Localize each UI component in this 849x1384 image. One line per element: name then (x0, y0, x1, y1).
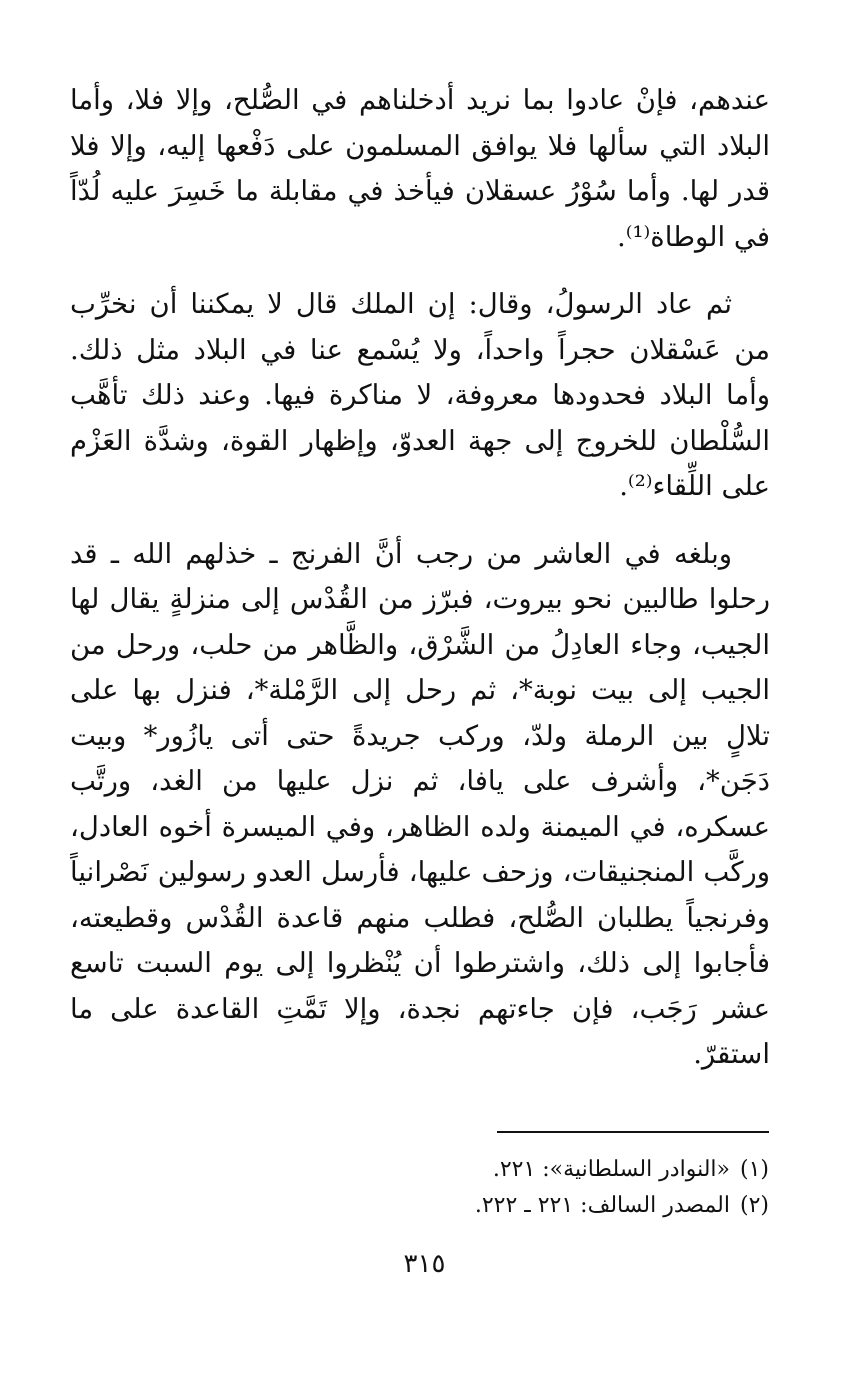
footnote-divider (497, 1131, 769, 1133)
footnote-text: «النوادر السلطانية»: ٢٢١. (492, 1157, 730, 1182)
footnote-2 (250, 1188, 769, 1224)
paragraph-3: وبلغه في العاشر من رجب أنَّ الفرنج ـ خذلهم الله ـ قد رحلوا طالبين نحو بيروت، فبرّز من القُدْس إلى منزلةٍ يقال لها الجيب، وجاء العادِلُ من الشَّرْق، والظَّاهر من حلب، ورحل من الجيب إلى بيت نوبة*، ثم رحل إلى الرَّمْلة*، فنزل بها على تلالٍ بين الرملة ولدّ، وركب جريدةً حتى أتى يازُور* وبيت دَجَن*، وأشرف على يافا، ثم نزل عليها من الغد، ورتَّب عسكره، في الميمنة ولده الظاهر، وفي الميسرة أخوه العادل، وركَّب المنجنيقات، وزحف عليها، فأرسل العدو رسولين نَصْرانياً وفرنجياً يطلبان الصُّلح، فطلب منهم قاعدة القُدْس وقطيعته، فأجابوا إلى ذلك، واشترطوا أن يُنْظروا إلى يوم السبت تاسع عشر رَجَب، فإن جاءتهم نجدة، وإلا تَمَّتِ القاعدة على ما استقرّ. (70, 537, 770, 1070)
paragraph-1: عندهم، فإنْ عادوا بما نريد أدخلناهم في الصُّلح، وإلا فلا، وأما البلاد التي سألها فلا يوافق المسلمون على دَفْعها إليه، وإلا فلا قدر لها. وأما سُوْرُ عسقلان فيأخذ في مقابلة ما خَسِرَ عليه لُدّاً في الوطاة⁽¹⁾. (70, 84, 770, 253)
footnote-number: (٢) (739, 1193, 769, 1218)
page-number: ٣١٥ (403, 1249, 446, 1279)
footnotes (250, 1152, 769, 1224)
paragraph-2: ثم عاد الرسولُ، وقال: إن الملك قال لا يمكننا أن نخرِّب من عَسْقلان حجراً واحداً، ولا يُسْمع عنا في البلاد مثل ذلك. وأما البلاد فحدودها معروفة، لا مناكرة فيها. وعند ذلك تأهَّب السُّلْطان للخروج إلى جهة العدوّ، وإظهار القوة، وشدَّة العَزْم على اللِّقاء⁽²⁾. (70, 288, 770, 502)
footnote-1 (250, 1152, 769, 1188)
footnote-number: (١) (739, 1157, 769, 1182)
main-text-body (70, 78, 770, 1078)
footnote-text: المصدر السالف: ٢٢١ ـ ٢٢٢. (474, 1193, 730, 1218)
